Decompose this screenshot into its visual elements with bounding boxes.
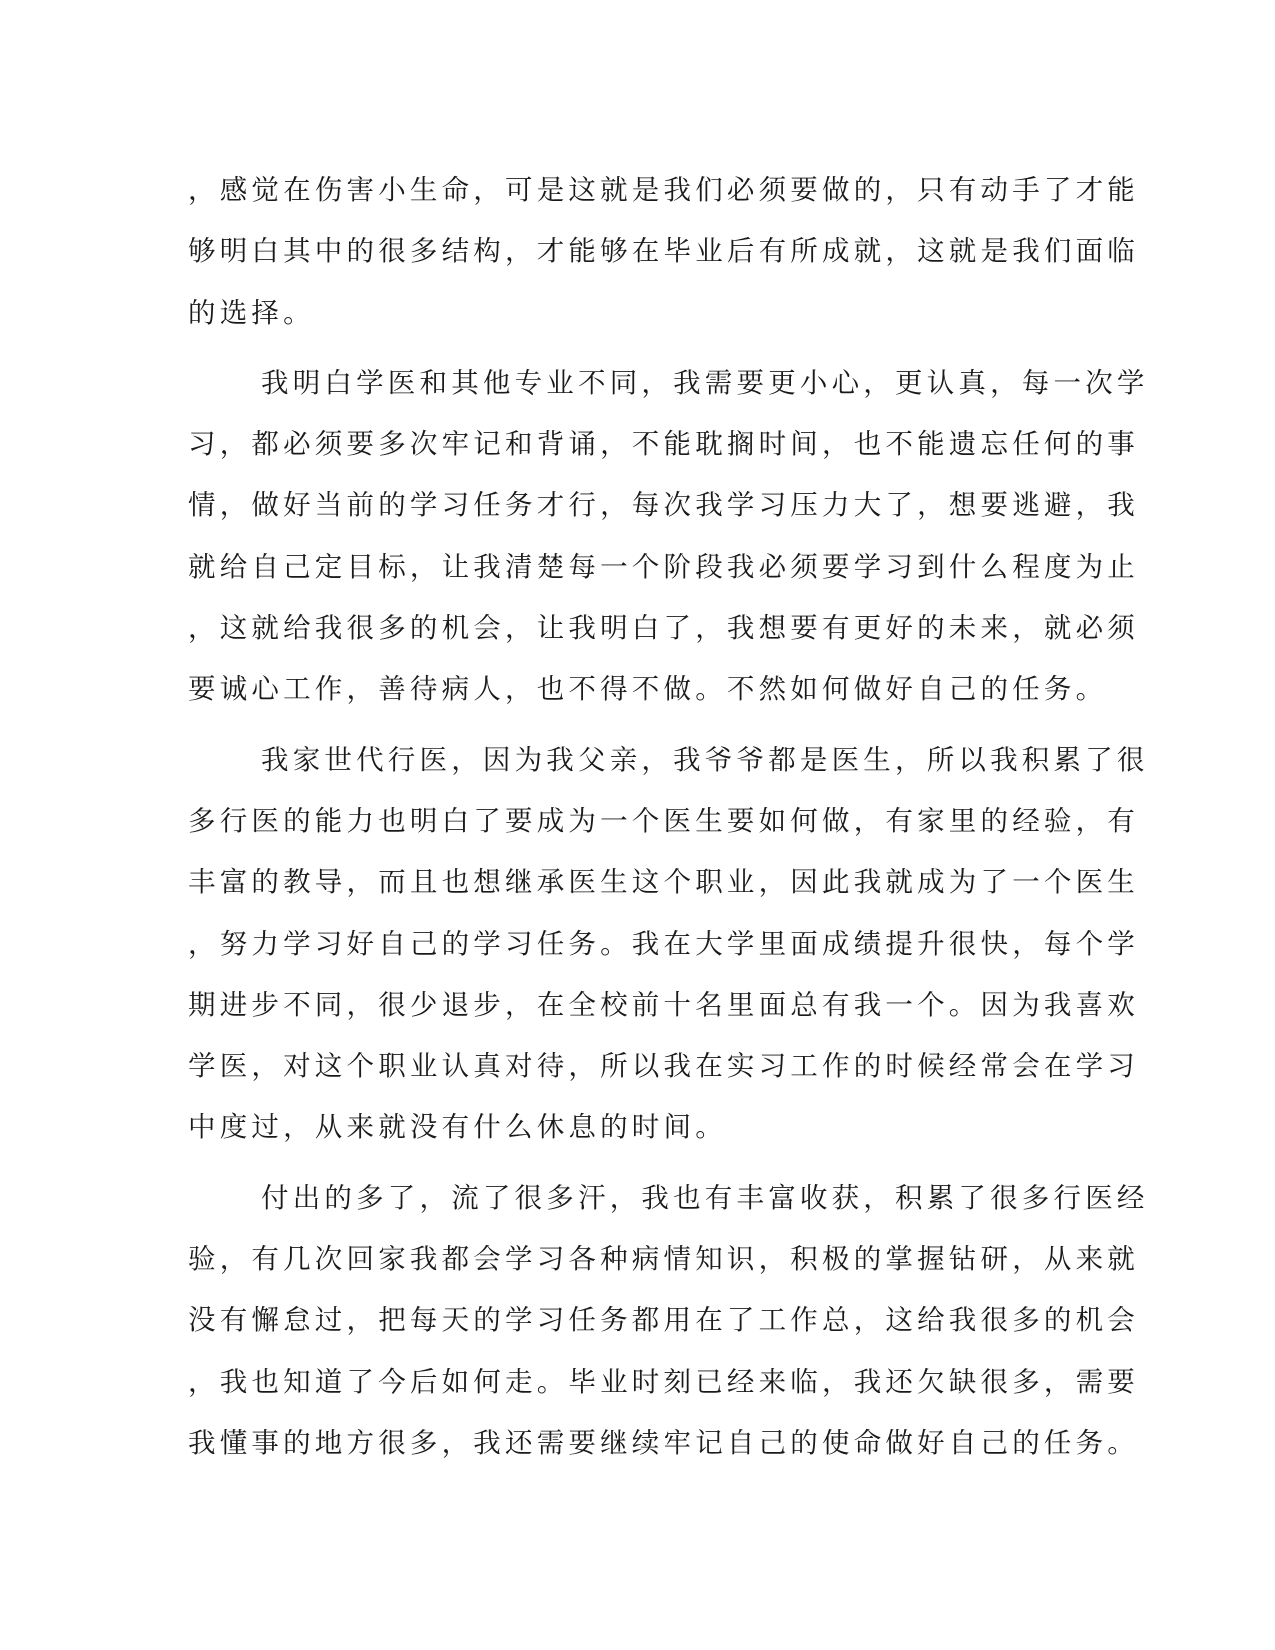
text-line: 的选择。 [188,296,315,329]
text-line: 学医，对这个职业认真对待，所以我在实习工作的时候经常会在学习 [188,1050,1139,1083]
text-line: 我懂事的地方很多，我还需要继续牢记自己的使命做好自己的任务。 [188,1426,1139,1459]
document-body [188,160,1149,1474]
text-line: 丰富的教导，而且也想继承医生这个职业，因此我就成为了一个医生 [188,866,1139,899]
text-line: 就给自己定目标，让我清楚每一个阶段我必须要学习到什么程度为止 [188,550,1139,583]
text-line: 中度过，从来就没有什么休息的时间。 [188,1111,727,1144]
paragraph [188,730,1149,1159]
text-line: ，我也知道了今后如何走。毕业时刻已经来临，我还欠缺很多，需要 [188,1365,1139,1398]
paragraph [188,160,1139,344]
text-line: 我明白学医和其他专业不同，我需要更小心，更认真，每一次学 [261,366,1149,399]
text-line: ，这就给我很多的机会，让我明白了，我想要有更好的未来，就必须 [188,612,1139,645]
text-line: 期进步不同，很少退步，在全校前十名里面总有我一个。因为我喜欢 [188,988,1139,1021]
paragraph [188,353,1149,721]
text-line: ，感觉在伤害小生命，可是这就是我们必须要做的，只有动手了才能 [188,174,1139,206]
text-line: 情，做好当前的学习任务才行，每次我学习压力大了，想要逃避，我 [188,489,1139,522]
text-line: 付出的多了，流了很多汗，我也有丰富收获，积累了很多行医经 [261,1181,1149,1214]
text-line: 够明白其中的很多结构，才能够在毕业后有所成就，这就是我们面临 [188,235,1139,268]
paragraph [188,1168,1149,1474]
text-line: 验，有几次回家我都会学习各种病情知识，积极的掌握钻研，从来就 [188,1243,1139,1276]
text-line: 没有懈怠过，把每天的学习任务都用在了工作总，这给我很多的机会 [188,1304,1139,1337]
text-line: ，努力学习好自己的学习任务。我在大学里面成绩提升很快，每个学 [188,927,1139,960]
text-line: 我家世代行医，因为我父亲，我爷爷都是医生，所以我积累了很 [261,743,1149,776]
text-line: 多行医的能力也明白了要成为一个医生要如何做，有家里的经验，有 [188,804,1139,837]
text-line: 习，都必须要多次牢记和背诵，不能耽搁时间，也不能遗忘任何的事 [188,428,1139,461]
text-line: 要诚心工作，善待病人，也不得不做。不然如何做好自己的任务。 [188,673,1108,706]
